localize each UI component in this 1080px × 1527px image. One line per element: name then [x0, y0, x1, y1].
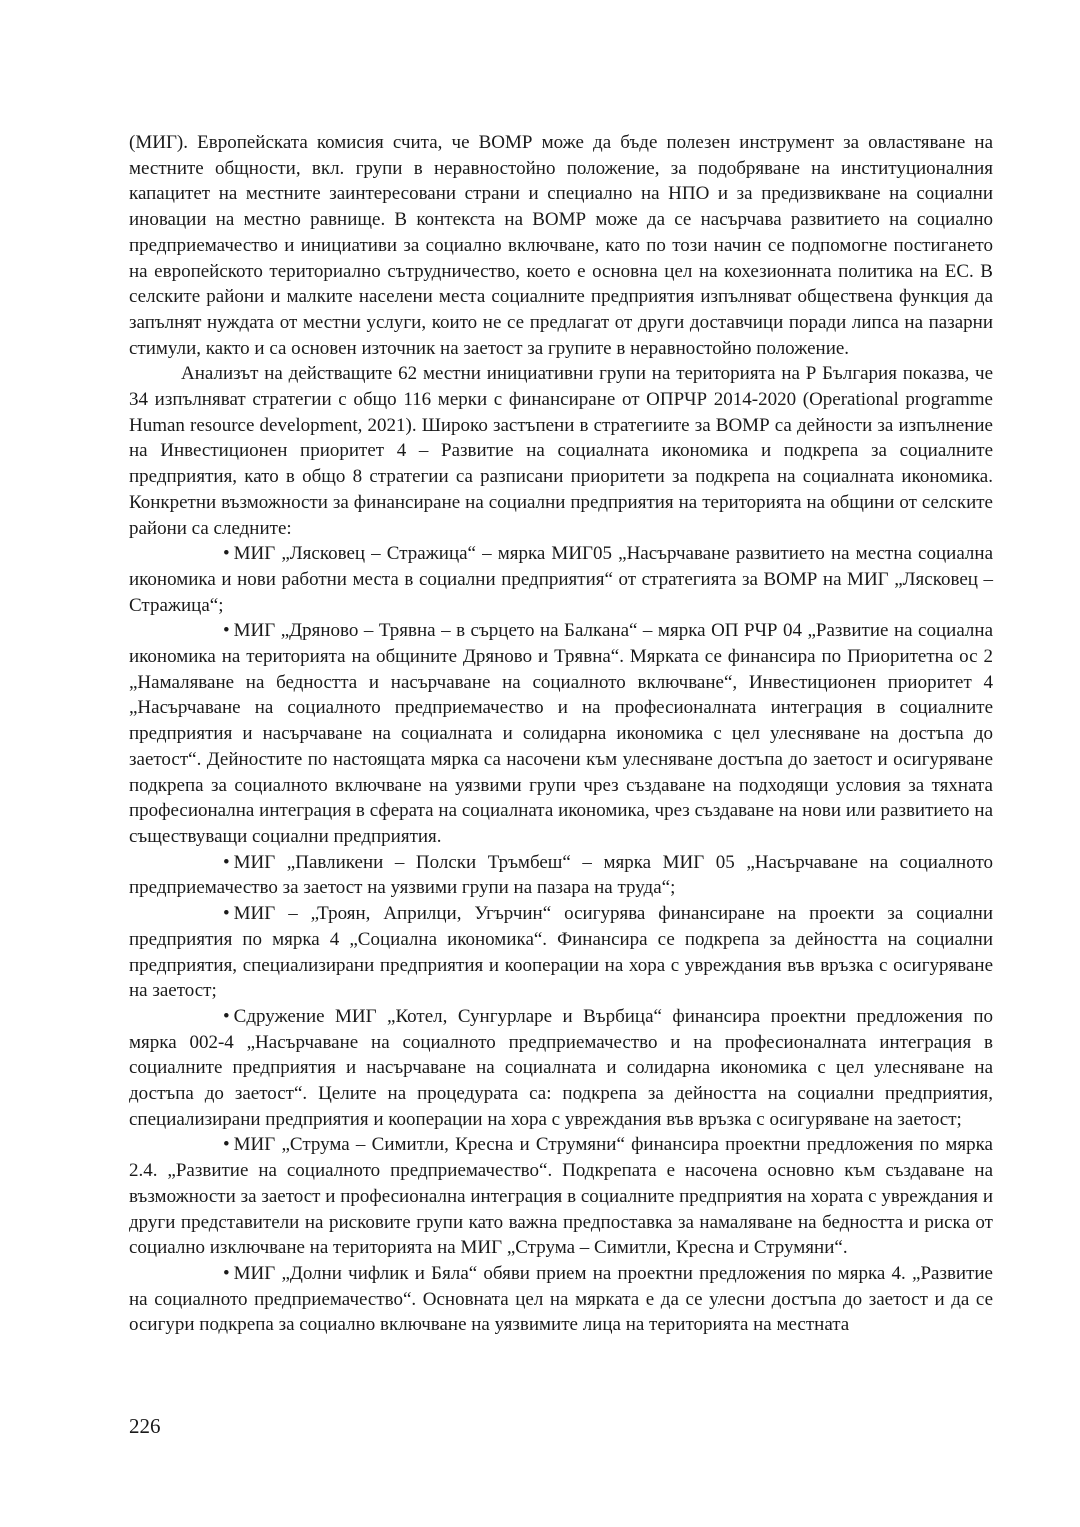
- list-item-text: МИГ „Струма – Симитли, Кресна и Струмяни“ финансира проектни предложения по мярка 2.4. „Развитие на социалното предприемачество“. Подкрепата е насочена основно към създаване на възможности за заетост и професионална интеграция в социалните предприятия на хората с увреждания и други представители на рисковите групи като важна предпоставка за намаляване на бедността и риска от социално изключване на територията на МИГ „Струма – Симитли, Кресна и Струмяни“.: [129, 1134, 993, 1259]
- list-item: [129, 1132, 993, 1261]
- list-item: [129, 901, 993, 1004]
- bullet-icon: •: [223, 851, 230, 873]
- list-item-text: МИГ „Долни чифлик и Бяла“ обяви прием на проектни предложения по мярка 4. „Развитие на социалното предприемачество“. Основната цел на мярката е да се улесни достъпа до заетост и да се осигури подкрепа за социално включване на уязвимите лица на територията на местната: [129, 1262, 993, 1336]
- list-item-text: Сдружение МИГ „Котел, Сунгурларе и Върбица“ финансира проектни предложения по мярка 002-4 „Насърчаване на социалното предприемачество и на професионалната интеграция в социалните предприятия и насърчаване на социалната и солидарна икономика с цел улесняване на достъпа до заетост“. Целите на процедурата са: подкрепа за дейността на социални предприятия, специализирани предприятия и кооперации на хора с увреждания във връзка с осигуряване на заетост;: [129, 1005, 993, 1130]
- page-number: 226: [129, 1414, 161, 1438]
- bullet-icon: •: [223, 903, 230, 925]
- list-item-text: МИГ „Павликени – Полски Тръмбеш“ – мярка МИГ 05 „Насърчаване на социалното предприемачество за заетост на уязвими групи на пазара на труда“;: [129, 851, 993, 899]
- bullet-icon: •: [223, 1005, 230, 1027]
- list-item: [129, 618, 993, 849]
- list-item-text: МИГ „Дряново – Трявна – в сърцето на Балкана“ – мярка ОП РЧР 04 „Развитие на социална икономика на територията на общините Дряново и Трявна“. Мярката се финансира по Приоритетна ос 2 „Намаляване на бедността и насърчаване на социалното включване“, Инвестиционен приоритет 4 „Насърчаване на социалното предприемачество и на професионалната интеграция в социалните предприятия и насърчаване на социалната и солидарна икономика с цел улесняване на достъпа до заетост“. Дейностите по настоящата мярка са насочени към улесняване достъпа до заетост и осигуряване подкрепа за социалното включване на уязвими групи чрез създаване на подходящи условия за тяхната професионална интеграция в сферата на социалната икономика, чрез създаване на нови или развитието на съществуващи социални предприятия.: [129, 620, 993, 847]
- list-item: [129, 850, 993, 901]
- bullet-icon: •: [223, 543, 230, 565]
- bullet-icon: •: [223, 620, 230, 642]
- paragraph-analysis: Анализът на действащите 62 местни инициативни групи на територията на Р България показва, че 34 изпълняват стратегии с общо 116 мерки с финансиране от ОПРЧР 2014-2020 (Operational programme Human resource development, 2021). Широко застъпени в стратегиите за ВОМР са дейности за изпълнение на Инвестиционен приоритет 4 – Развитие на социалната икономика и подкрепа за социалните предприятия, като в общо 8 стратегии са разписани приоритети за подкрепа на социалната икономика. Конкретни възможности за финансиране на социални предприятия на територията на общини от селските райони са следните:: [129, 363, 993, 539]
- document-body: [129, 130, 993, 1338]
- bullet-icon: •: [223, 1134, 230, 1156]
- list-item-text: МИГ – „Троян, Априлци, Угърчин“ осигурява финансиране на проекти за социални предприятия по мярка 4 „Социална икономика“. Финансира се подкрепа за дейността на социални предприятия, специализирани предприятия и кооперации на хора с увреждания във връзка с осигуряване на заетост;: [129, 903, 993, 1002]
- list-item: [129, 1261, 993, 1338]
- bullet-icon: •: [223, 1262, 230, 1284]
- paragraph-intro: (МИГ). Европейската комисия счита, че ВОМР може да бъде полезен инструмент за овластяване на местните общности, вкл. групи в неравностойно положение, за подобряване на институционалния капацитет на местните заинтересовани страни и специално на НПО и за предизвикване на социални иновации на местно равнище. В контекста на ВОМР може да се насърчава развитието на социално предприемачество и инициативи за социално включване, като по този начин се подпомогне постигането на европейското териториално сътрудничество, което е основна цел на кохезионната политика на ЕС. В селските райони и малките населени места социалните предприятия изпълняват обществена функция да запълнят нуждата от местни услуги, които не се предлагат от други доставчици поради липса на пазарни стимули, както и са основен източник на заетост за групите в неравностойно положение.: [129, 132, 993, 359]
- list-item: [129, 1004, 993, 1133]
- list-item-text: МИГ „Лясковец – Стражица“ – мярка МИГ05 „Насърчаване развитието на местна социална икономика и нови работни места в социални предприятия“ от стратегията за ВОМР на МИГ „Лясковец – Стражица“;: [129, 543, 993, 616]
- list-item: [129, 541, 993, 618]
